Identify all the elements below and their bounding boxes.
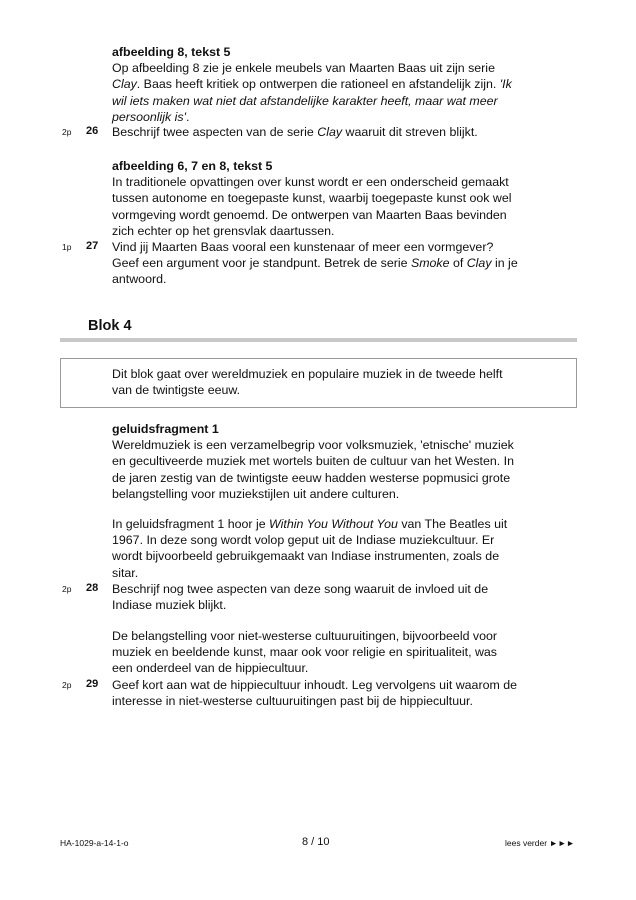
question-text (112, 581, 488, 613)
text-line: belangstelling voor muziekstijlen uit andere culturen. (112, 486, 400, 501)
page-number: 8 / 10 (302, 836, 330, 848)
text-line: Vind jij Maarten Baas vooral een kunstenaar of meer een vormgever? (112, 240, 494, 254)
question-points: 2p (62, 584, 72, 594)
work-title: Smoke (410, 256, 450, 271)
divider (60, 338, 577, 342)
question-28 (0, 581, 636, 615)
text-line: Op afbeelding 8 zie je enkele meubels van Maarten Baas uit zijn serie (112, 61, 495, 76)
paragraph-beatles (112, 516, 562, 581)
section-geluidsfragment-1 (112, 421, 562, 502)
question-number: 28 (86, 582, 99, 594)
quote-line: wil iets maken wat niet dat afstandelijke karakter heeft, maar wat meer (112, 93, 498, 108)
text-span: in je (491, 256, 518, 271)
text-line: zich echter op het grensvlak daartussen. (112, 223, 335, 238)
text-line: muziek en beeldende kunst, maar ook voor religie en spiritualiteit, was (112, 645, 497, 660)
work-title: Clay (466, 256, 492, 271)
section-heading: geluidsfragment 1 (112, 422, 219, 436)
text-span: Beschrijf twee aspecten van de serie (112, 125, 318, 139)
text-line: wordt bijvoorbeeld gebruikgemaakt van Indiase instrumenten, zoals de (112, 549, 500, 564)
text-line: tussen autonome en toegepaste kunst, waarbij toegepaste kunst ook wel (112, 191, 512, 206)
section-heading: afbeelding 6, 7 en 8, tekst 5 (112, 159, 273, 173)
text-line: In traditionele opvattingen over kunst wordt er een onderscheid gemaakt (112, 175, 509, 190)
question-number: 27 (86, 240, 99, 252)
text-line (112, 109, 562, 125)
section-afbeelding-8 (112, 44, 562, 125)
question-number: 26 (86, 125, 99, 137)
text-line: sitar. (112, 565, 139, 580)
question-points: 2p (62, 680, 72, 690)
question-27 (0, 239, 636, 289)
text-span: Geef een argument voor je standpunt. Betrek de serie (112, 256, 411, 271)
section-heading: afbeelding 8, tekst 5 (112, 45, 231, 59)
question-29 (0, 677, 636, 711)
text-line: vormgeving wordt genoemd. De ontwerpen van Maarten Baas bevinden (112, 207, 507, 222)
text-line (112, 516, 562, 532)
text-line: Indiase muziek blijkt. (112, 598, 227, 613)
intro-line: van de twintigste eeuw. (112, 383, 241, 398)
text-line: 1967. In deze song wordt volop geput uit de Indiase muziekcultuur. Er (112, 533, 495, 548)
intro-line: Dit blok gaat over wereldmuziek en populaire muziek in de tweede helft (112, 367, 503, 381)
song-title: Within You Without You (269, 517, 398, 531)
section-afbeelding-6-7-8 (112, 158, 562, 239)
work-title: Clay (317, 125, 343, 139)
intro-box (60, 358, 577, 408)
text-span: van The Beatles uit (397, 517, 508, 531)
text-span: . Baas heeft kritiek op ontwerpen die rationeel en afstandelijk zijn. (136, 77, 500, 92)
question-26 (0, 124, 636, 141)
text-span: . (186, 109, 190, 124)
text-line: de jaren zestig van de twintigste eeuw hadden westerse popmusici grote (112, 470, 511, 485)
text-line: antwoord. (112, 272, 167, 287)
paragraph-hippie (112, 628, 562, 677)
question-points: 2p (62, 127, 72, 137)
text-span: of (449, 256, 467, 271)
text-line: Wereldmuziek is een verzamelbegrip voor volksmuziek, 'etnische' muziek (112, 438, 514, 453)
text-line: De belangstelling voor niet-westerse cultuuruitingen, bijvoorbeeld voor (112, 629, 498, 643)
quote-span: 'Ik (499, 77, 512, 92)
question-text (112, 677, 517, 709)
text-line: en gecultiveerde muziek met wortels buiten de cultuur van het Westen. In (112, 454, 514, 469)
text-line (112, 76, 562, 92)
text-line (112, 255, 518, 271)
text-line: Beschrijf nog twee aspecten van deze song waaruit de invloed uit de (112, 582, 489, 596)
text-line: interesse in niet-westerse cultuuruitingen past bij de hippiecultuur. (112, 694, 473, 709)
continue-indicator: lees verder ►►► (505, 838, 575, 848)
question-text (112, 124, 478, 140)
blok-title: Blok 4 (88, 318, 132, 334)
exam-code: HA-1029-a-14-1-o (60, 838, 129, 848)
quote-span: persoonlijk is' (112, 109, 186, 124)
question-number: 29 (86, 678, 99, 690)
text-line: Geef kort aan wat de hippiecultuur inhoudt. Leg vervolgens uit waarom de (112, 678, 518, 692)
question-points: 1p (62, 242, 72, 252)
text-span: In geluidsfragment 1 hoor je (112, 517, 270, 531)
text-span: waaruit dit streven blijkt. (342, 125, 478, 139)
text-line: een onderdeel van de hippiecultuur. (112, 661, 309, 676)
question-text (112, 239, 518, 288)
work-title: Clay (112, 77, 137, 92)
